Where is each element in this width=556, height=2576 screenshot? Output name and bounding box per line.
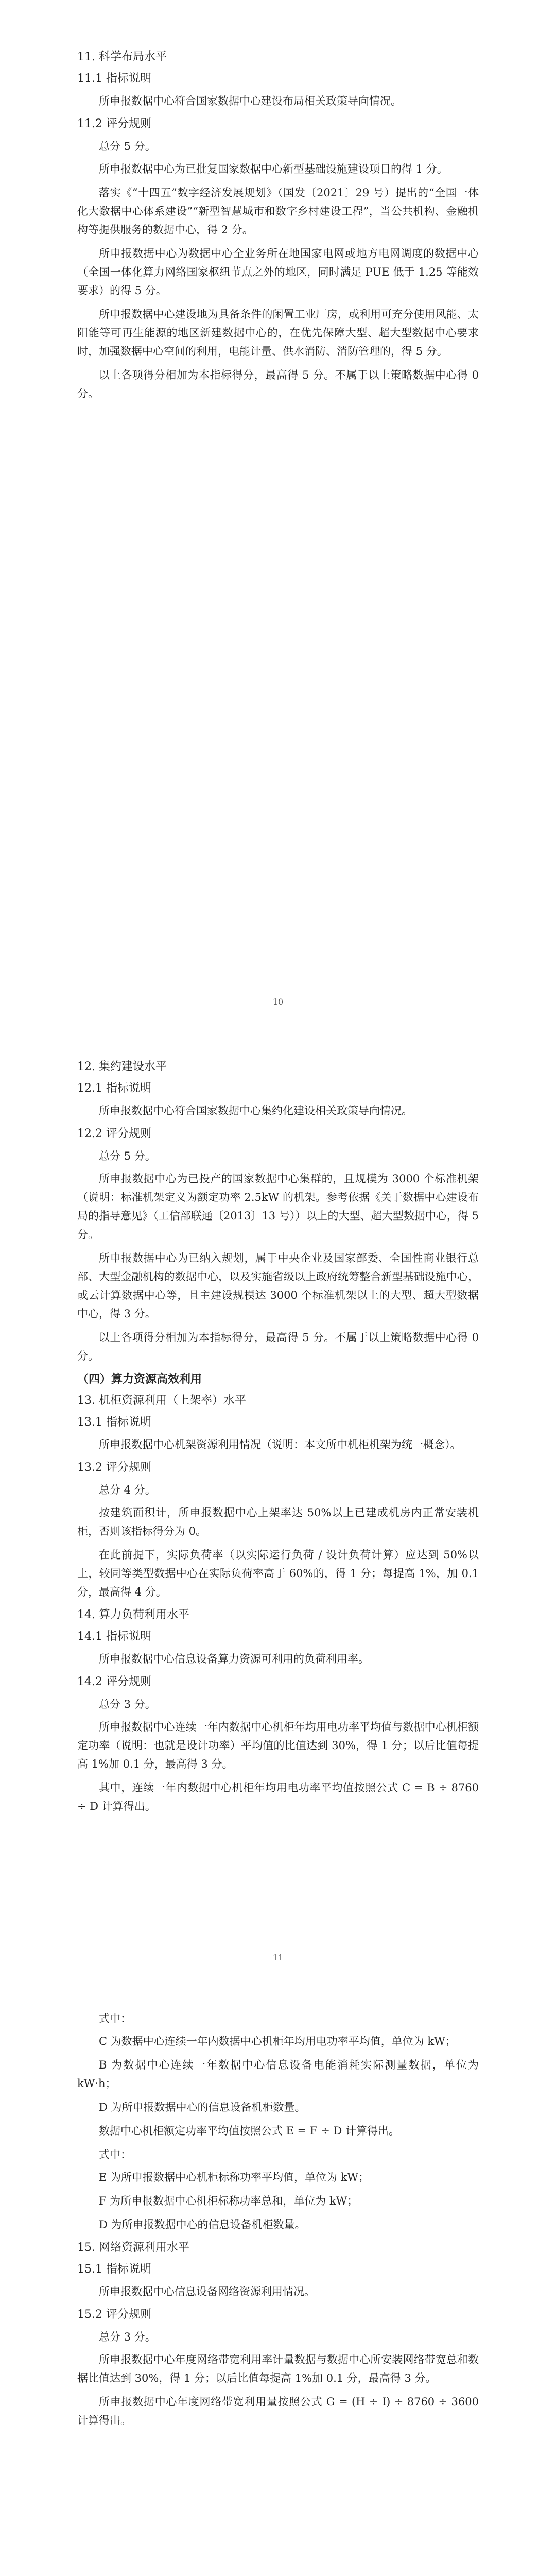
section-heading: 15. 网络资源利用水平 [77,2241,189,2254]
section-heading: 12. 集约建设水平 [77,1060,167,1073]
page-number: 10 [272,997,284,1007]
section-heading: 14. 算力负荷利用水平 [77,1608,189,1621]
paragraph: 所申报数据中心符合国家数据中心建设布局相关政策导向情况。 [99,95,402,107]
formula-note: E 为所申报数据中心机柜标称功率平均值，单位为 kW； [99,2171,369,2183]
paragraph: 所申报数据中心机架资源利用情况（说明：本文所中机柜机架为统一概念）。 [99,1438,461,1451]
paragraph: 所申报数据中心年度网络带宽利用量按照公式 G = (H ÷ I) ÷ 8760 ÷ 3600 计算得出。 [77,2396,479,2427]
subsection-heading: 14.2 评分规则 [77,1675,151,1688]
paragraph: 所申报数据中心为已投产的国家数据中心集群的，且规模为 3000 个标准机架（说明：标准机架定义为额定功率 2.5kW 的机架。参考依据《关于数据中心建设布局的指导意见》（工信部联通〔2013〕13 号））以上的大型、超大型数据中心，得 5 分。 [77,1173,479,1241]
paragraph: 所申报数据中心连续一年内数据中心机柜年均用电功率平均值与数据中心机柜额定功率（说明：也就是设计功率）平均值的比值达到 30%，得 1 分；以后比值每提高 1%加 0.1 分，最高得 3 分。 [77,1721,479,1770]
paragraph: 按建筑面积计，所申报数据中心上架率达 50%以上已建成机房内正常安装机柜，否则该指标得分为 0。 [77,1506,479,1537]
subsection-heading: 12.2 评分规则 [77,1127,151,1140]
formula-note: D 为所申报数据中心的信息设备机柜数量。 [99,2101,306,2113]
paragraph: 所申报数据中心信息设备算力资源可利用的负荷利用率。 [99,1653,369,1665]
section-heading: 11. 科学布局水平 [77,50,167,63]
paragraph: 所申报数据中心为数据中心全业务所在地国家电网或地方电网调度的数据中心（全国一体化算力网络国家枢纽节点之外的地区，同时满足 PUE 低于 1.25 等能效要求）的得 5 分。 [77,247,479,297]
paragraph: 以上各项得分相加为本指标得分，最高得 5 分。不属于以上策略数据中心得 0 分。 [77,369,479,400]
page-3 [77,2009,479,2435]
paragraph: 所申报数据中心信息设备网络资源利用情况。 [99,2285,315,2298]
chapter-heading: （四）算力资源高效利用 [77,1372,202,1386]
subsection-heading: 11.1 指标说明 [77,72,151,85]
section-heading: 13. 机柜资源利用（上架率）水平 [77,1394,246,1407]
subsection-heading: 13.2 评分规则 [77,1461,151,1474]
formula-note: 式中： [99,2012,131,2025]
score-text: 总分 5 分。 [99,140,156,152]
paragraph: 在此前提下，实际负荷率（以实际运行负荷 / 设计负荷计算）应达到 50%以上，较同等类型数据中心在实际负荷率高于 60%的，得 1 分；每提高 1%，加 0.1 分，最高得 4 分。 [77,1549,479,1598]
formula-note: F 为所申报数据中心机柜标称功率总和，单位为 kW； [99,2195,358,2207]
formula-note: 式中： [99,2148,131,2161]
subsection-heading: 15.1 指标说明 [77,2263,151,2276]
paragraph: 所申报数据中心为已批复国家数据中心新型基础设施建设项目的得 1 分。 [99,163,448,175]
paragraph: 落实《“十四五”数字经济发展规划》（国发〔2021〕29 号）提出的“全国一体化大数据中心体系建设”“新型智慧城市和数字乡村建设工程”，当公共机构、金融机构等提供服务的数据中心，得 2 分。 [77,187,479,236]
page-number: 11 [272,1953,284,1962]
formula-note: C 为数据中心连续一年内数据中心机柜年均用电功率平均值，单位为 kW； [99,2035,456,2047]
paragraph: 其中，连续一年内数据中心机柜年均用电功率平均值按照公式 C = B ÷ 8760 ÷ D 计算得出。 [77,1782,479,1812]
score-text: 总分 3 分。 [99,2331,156,2343]
page-2 [77,1056,479,1821]
subsection-heading: 13.1 指标说明 [77,1416,151,1429]
page-1 [77,46,479,408]
formula-note: 数据中心机柜额定功率平均值按照公式 E = F ÷ D 计算得出。 [99,2125,399,2137]
paragraph: 所申报数据中心符合国家数据中心集约化建设相关政策导向情况。 [99,1105,412,1117]
paragraph: 以上各项得分相加为本指标得分，最高得 5 分。不属于以上策略数据中心得 0 分。 [77,1331,479,1362]
subsection-heading: 11.2 评分规则 [77,117,151,130]
score-text: 总分 5 分。 [99,1150,156,1162]
score-text: 总分 3 分。 [99,1698,156,1710]
formula-note: B 为数据中心连续一年数据中心信息设备电能消耗实际测量数据，单位为 kW·h； [77,2059,479,2090]
subsection-heading: 12.1 指标说明 [77,1082,151,1095]
formula-note: D 为所申报数据中心的信息设备机柜数量。 [99,2218,306,2231]
subsection-heading: 15.2 评分规则 [77,2308,151,2321]
paragraph: 所申报数据中心年度网络带宽利用率计量数据与数据中心所安装网络带宽总和数据比值达到 30%，得 1 分；以后比值每提高 1%加 0.1 分，最高得 3 分。 [77,2353,479,2384]
subsection-heading: 14.1 指标说明 [77,1630,151,1643]
paragraph: 所申报数据中心为已纳入规划，属于中央企业及国家部委、全国性商业银行总部、大型金融机构的数据中心，以及实施省级以上政府统筹整合新型基础设施中心，或云计算数据中心等，且主建设规模达 3000 个标准机架以上的大型、超大型数据中心，得 3 分。 [77,1252,479,1320]
paragraph: 所申报数据中心建设地为具备条件的闲置工业厂房，或利用可充分使用风能、太阳能等可再生能源的地区新建数据中心的，在优先保障大型、超大型数据中心要求时，加强数据中心空间的利用，电能计量、供水消防、消防管理的，得 5 分。 [77,308,479,358]
score-text: 总分 4 分。 [99,1484,156,1496]
